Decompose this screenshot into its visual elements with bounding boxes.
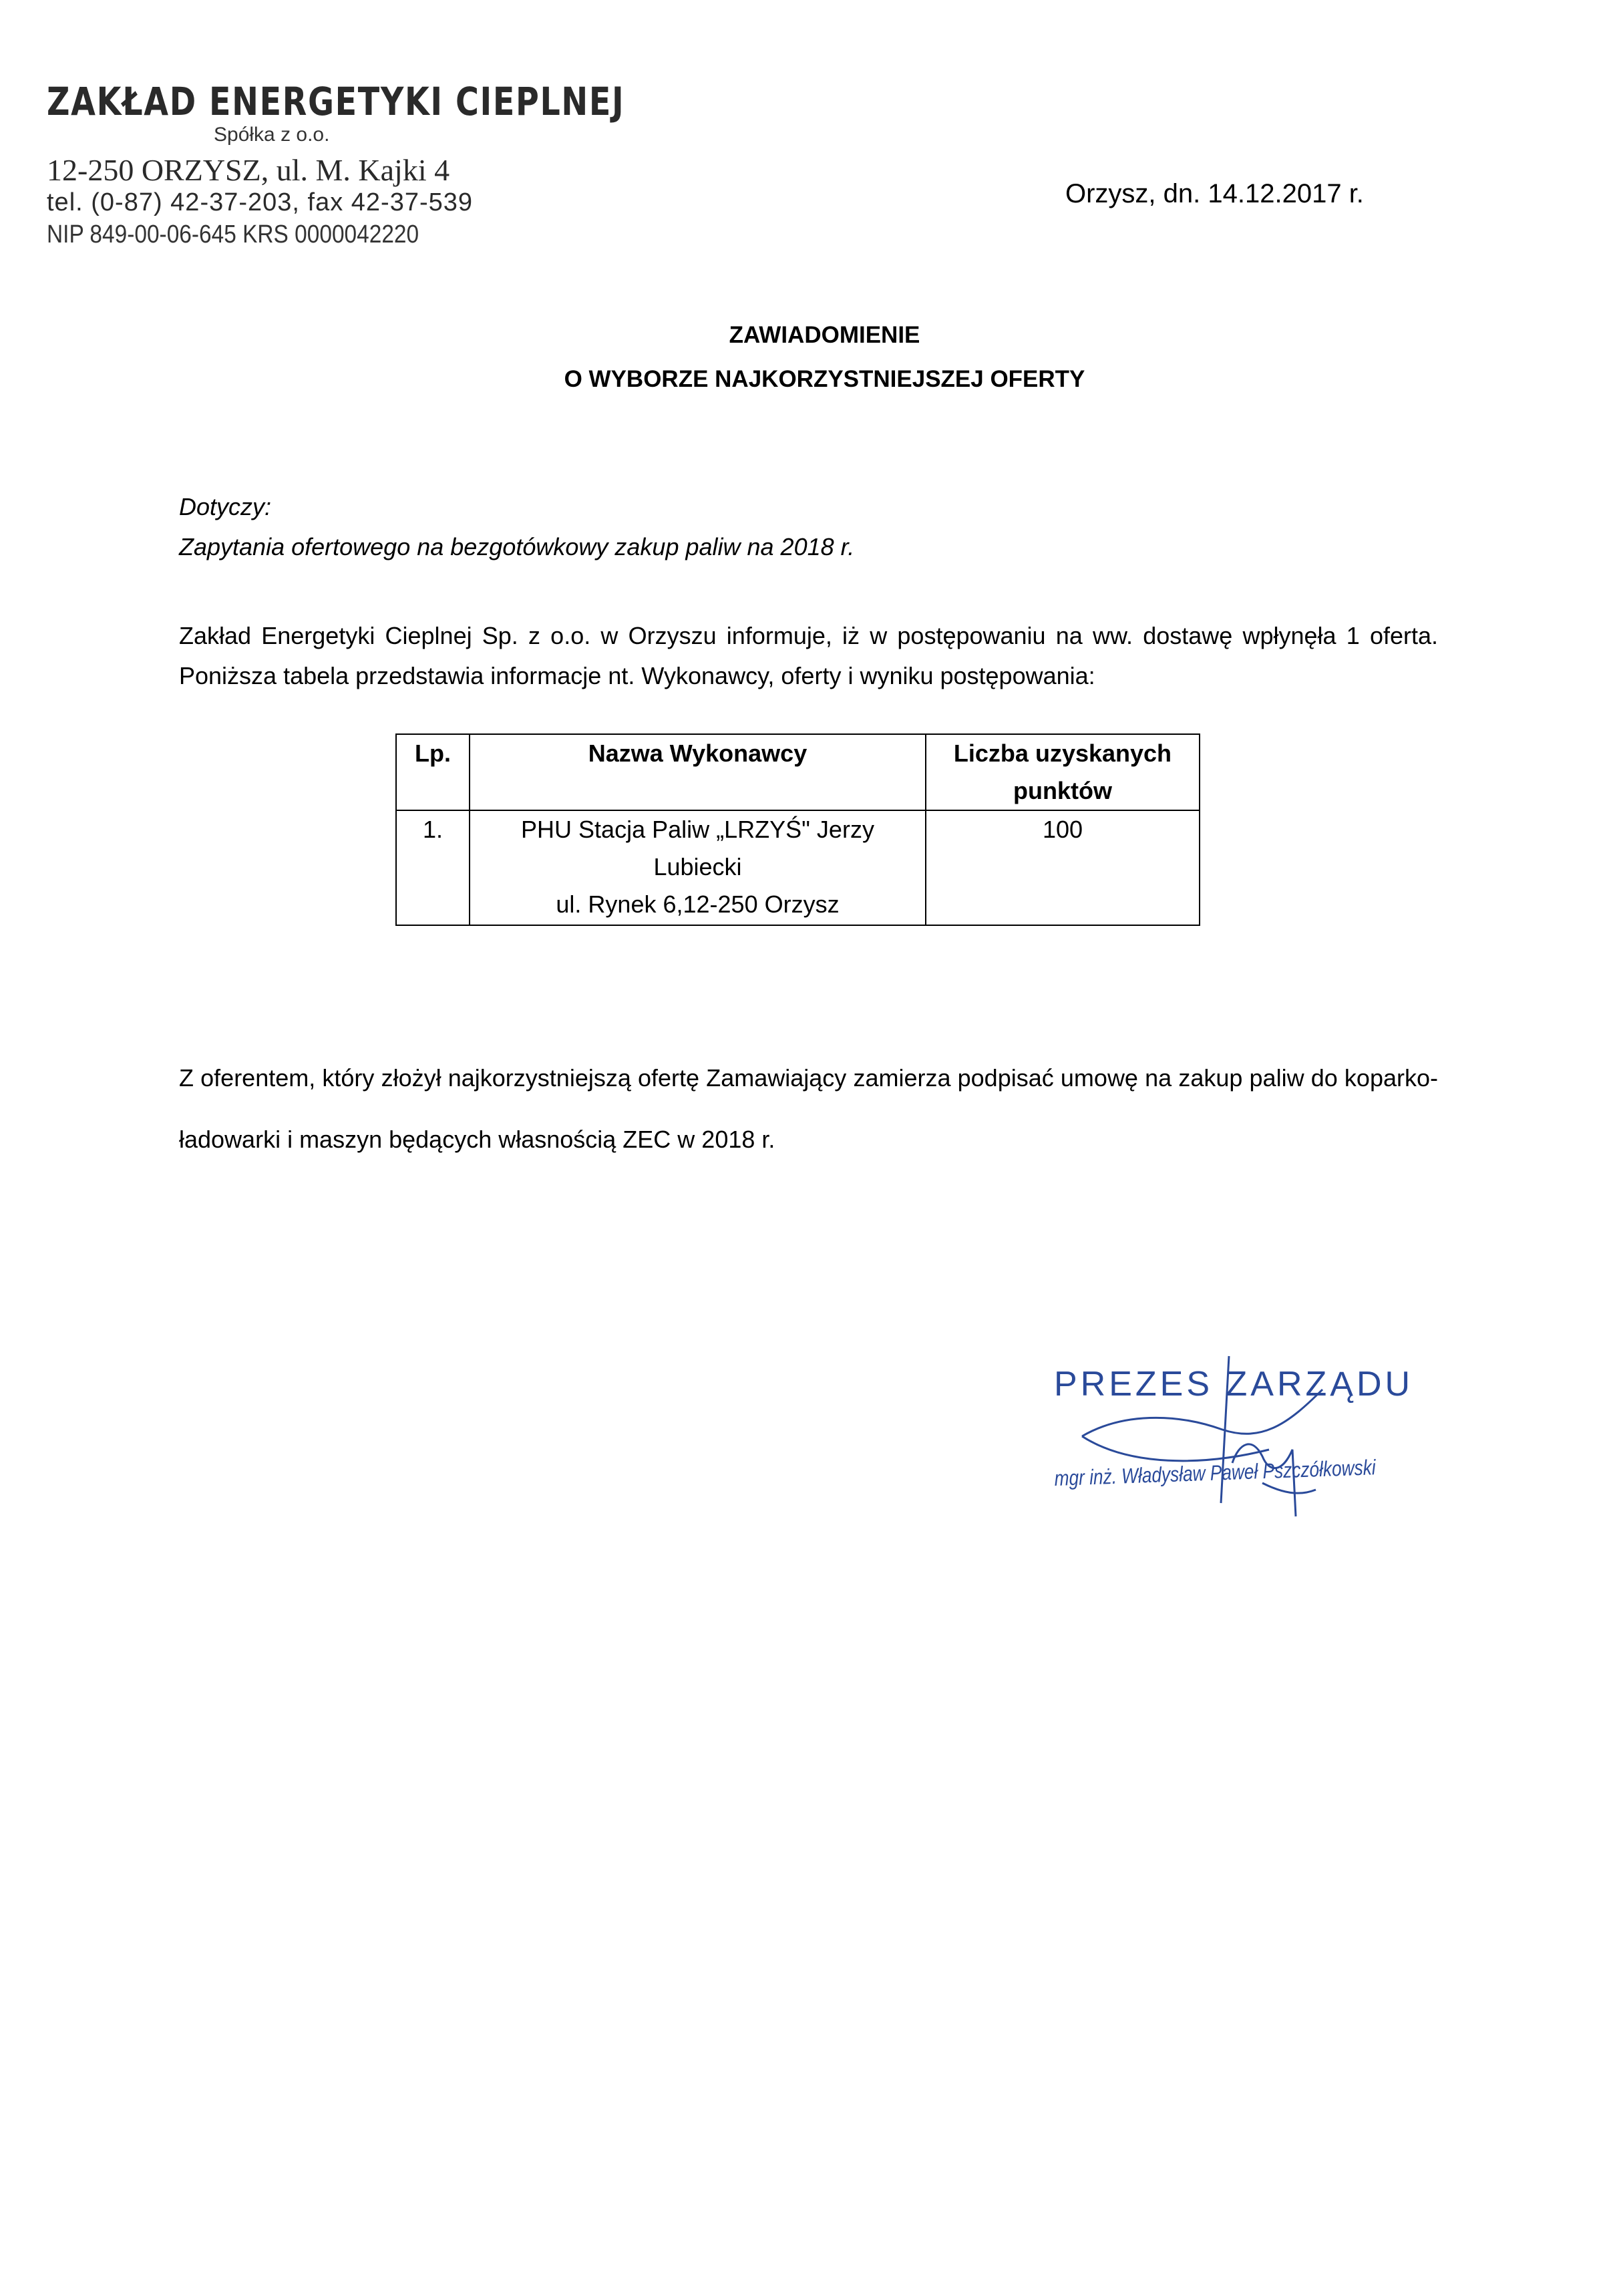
header-name: Nazwa Wykonawcy (470, 734, 926, 810)
subject-text: Zapytania ofertowego na bezgotówkowy zakup paliw na 2018 r. (179, 533, 855, 560)
table-header-row (396, 734, 1200, 810)
company-legal-form: Spółka z o.o. (214, 124, 330, 146)
company-address: 12-250 ORZYSZ, ul. M. Kajki 4 (47, 153, 450, 187)
signature-title: PREZES ZARZĄDU (1054, 1365, 1414, 1404)
company-name: ZAKŁAD ENERGETYKI CIEPLNEJ (47, 79, 625, 124)
signature-name: mgr inż. Władysław Paweł Pszczółkowski (1054, 1455, 1377, 1490)
date-line: Orzysz, dn. 14.12.2017 r. (1065, 179, 1364, 208)
results-table (395, 733, 1200, 926)
contractor-name-line1: PHU Stacja Paliw „LRZYŚ" Jerzy (521, 816, 874, 843)
handwritten-signature (1069, 1349, 1363, 1523)
document-subtitle: O WYBORZE NAJKORZYSTNIEJSZEJ OFERTY (564, 366, 1085, 392)
contractor-name-line2: Lubiecki (653, 853, 742, 880)
header-points: Liczba uzyskanych punktów (926, 734, 1200, 810)
conclusion-paragraph: Z oferentem, który złożył najkorzystniejszą ofertę Zamawiający zamierza podpisać umowę na zakup paliw do koparko- ładowarki i maszyn będących własnością ZEC w 2018 r. (179, 1064, 1438, 1153)
cell-lp: 1. (396, 810, 470, 925)
company-ids: NIP 849-00-06-645 KRS 0000042220 (47, 220, 419, 249)
intro-paragraph: Zakład Energetyki Cieplnej Sp. z o.o. w Orzyszu informuje, iż w postępowaniu na ww. dostawę wpłynęła 1 oferta. Poniższa tabela przedstawia informacje nt. Wykonawcy, oferty i wyniku postępowania: (179, 622, 1438, 689)
header-lp: Lp. (396, 734, 470, 810)
subject-label: Dotyczy: (179, 493, 272, 520)
company-phone-fax: tel. (0-87) 42-37-203, fax 42-37-539 (47, 188, 474, 216)
cell-points: 100 (926, 810, 1200, 925)
cell-contractor (470, 810, 926, 925)
contractor-address: ul. Rynek 6,12-250 Orzysz (556, 890, 840, 918)
table-row (396, 810, 1200, 925)
document-title: ZAWIADOMIENIE (729, 322, 920, 348)
